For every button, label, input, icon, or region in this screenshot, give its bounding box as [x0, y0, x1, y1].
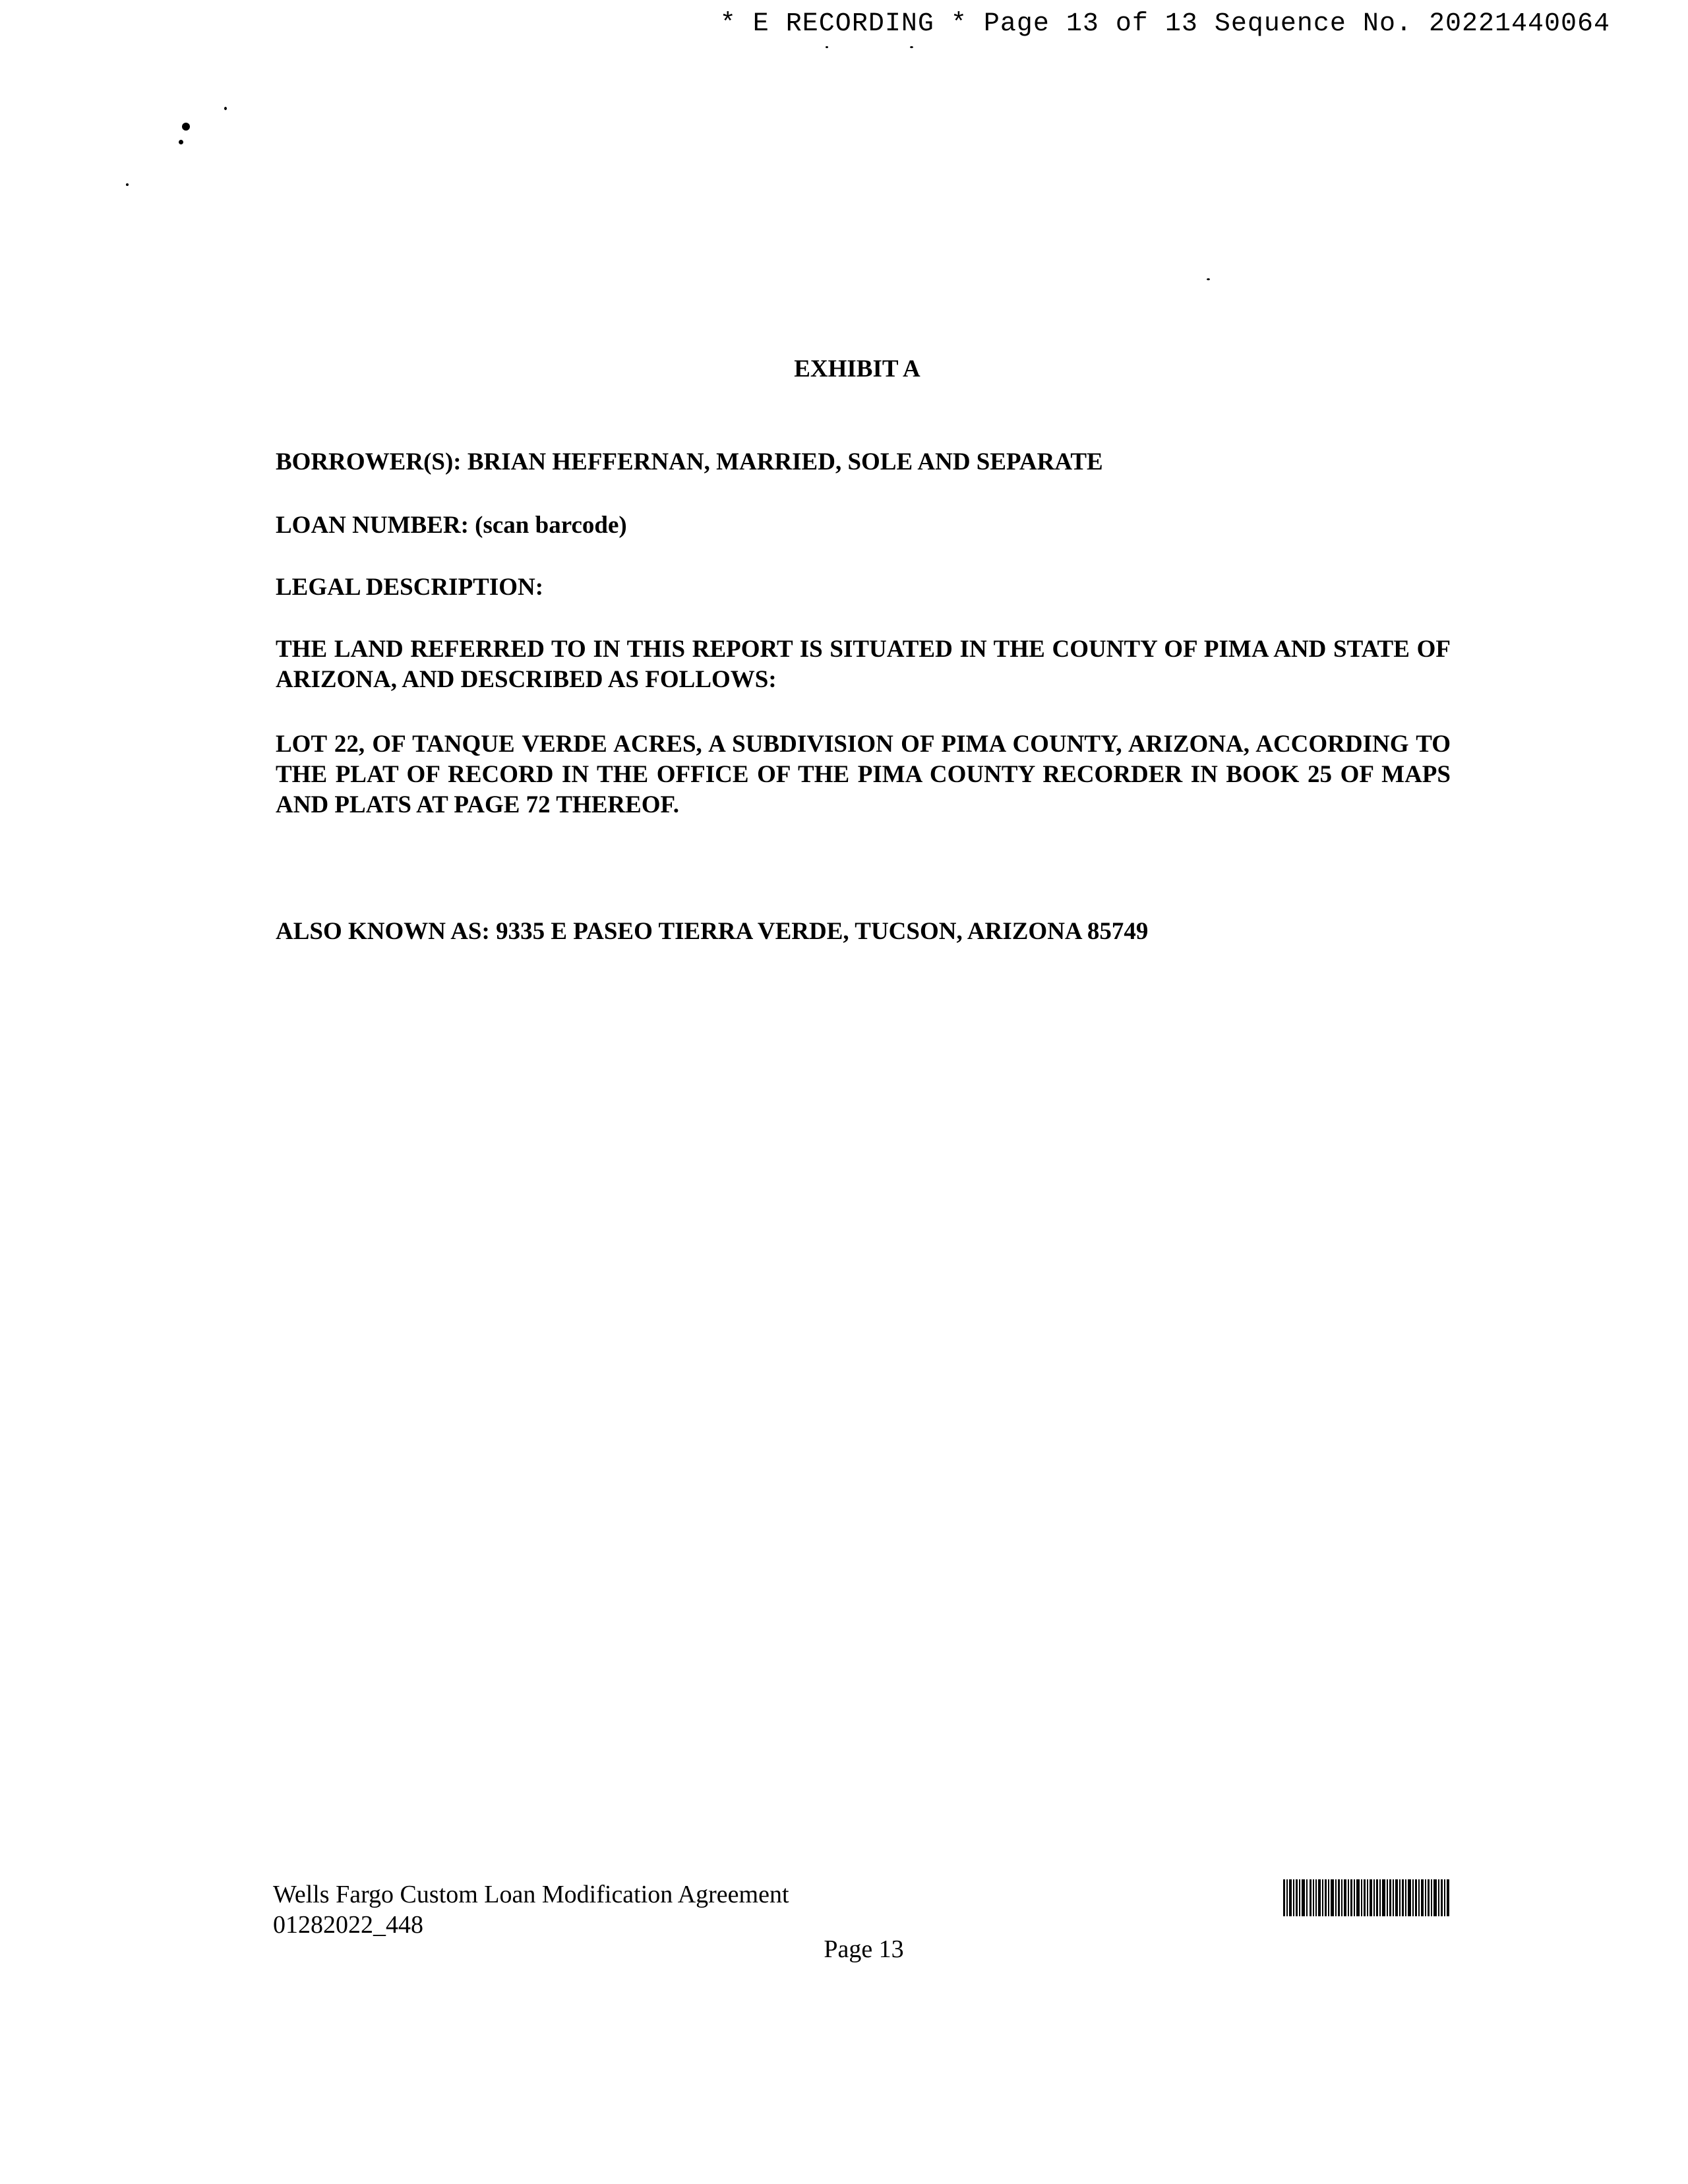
legal-description-label: LEGAL DESCRIPTION: [276, 574, 544, 601]
recording-header: * E RECORDING * Page 13 of 13 Sequence No. 20221440064 [719, 9, 1610, 39]
also-known-as-line: ALSO KNOWN AS: 9335 E PASEO TIERRA VERDE, TUCSON, ARIZONA 85749 [276, 918, 1149, 945]
document-code: 01282022_448 [273, 1911, 423, 1939]
loan-number-line: LOAN NUMBER: (scan barcode) [276, 512, 627, 539]
scan-speck [1207, 278, 1210, 280]
scan-speck [910, 46, 913, 48]
agreement-name: Wells Fargo Custom Loan Modification Agreement [273, 1881, 789, 1908]
scan-speck [826, 46, 828, 48]
scan-speck [224, 107, 227, 110]
scan-speck [179, 140, 183, 144]
situated-paragraph: THE LAND REFERRED TO IN THIS REPORT IS SITUATED IN THE COUNTY OF PIMA AND STATE OF ARIZONA, AND DESCRIBED AS FOLLOWS: [276, 636, 1451, 693]
page-number: Page 13 [824, 1935, 904, 1963]
scan-speck [182, 123, 190, 131]
exhibit-title: EXHIBIT A [794, 355, 920, 382]
lot-description-paragraph: LOT 22, OF TANQUE VERDE ACRES, A SUBDIVISION OF PIMA COUNTY, ARIZONA, ACCORDING TO THE PLAT OF RECORD IN THE OFFICE OF THE PIMA COUNTY RECORDER IN BOOK 25 OF MAPS AND PLATS AT PAGE 72 THEREOF. [276, 731, 1451, 818]
scan-speck [126, 183, 129, 186]
barcode-icon [1283, 1879, 1449, 1916]
borrowers-line: BORROWER(S): BRIAN HEFFERNAN, MARRIED, SOLE AND SEPARATE [276, 448, 1103, 475]
